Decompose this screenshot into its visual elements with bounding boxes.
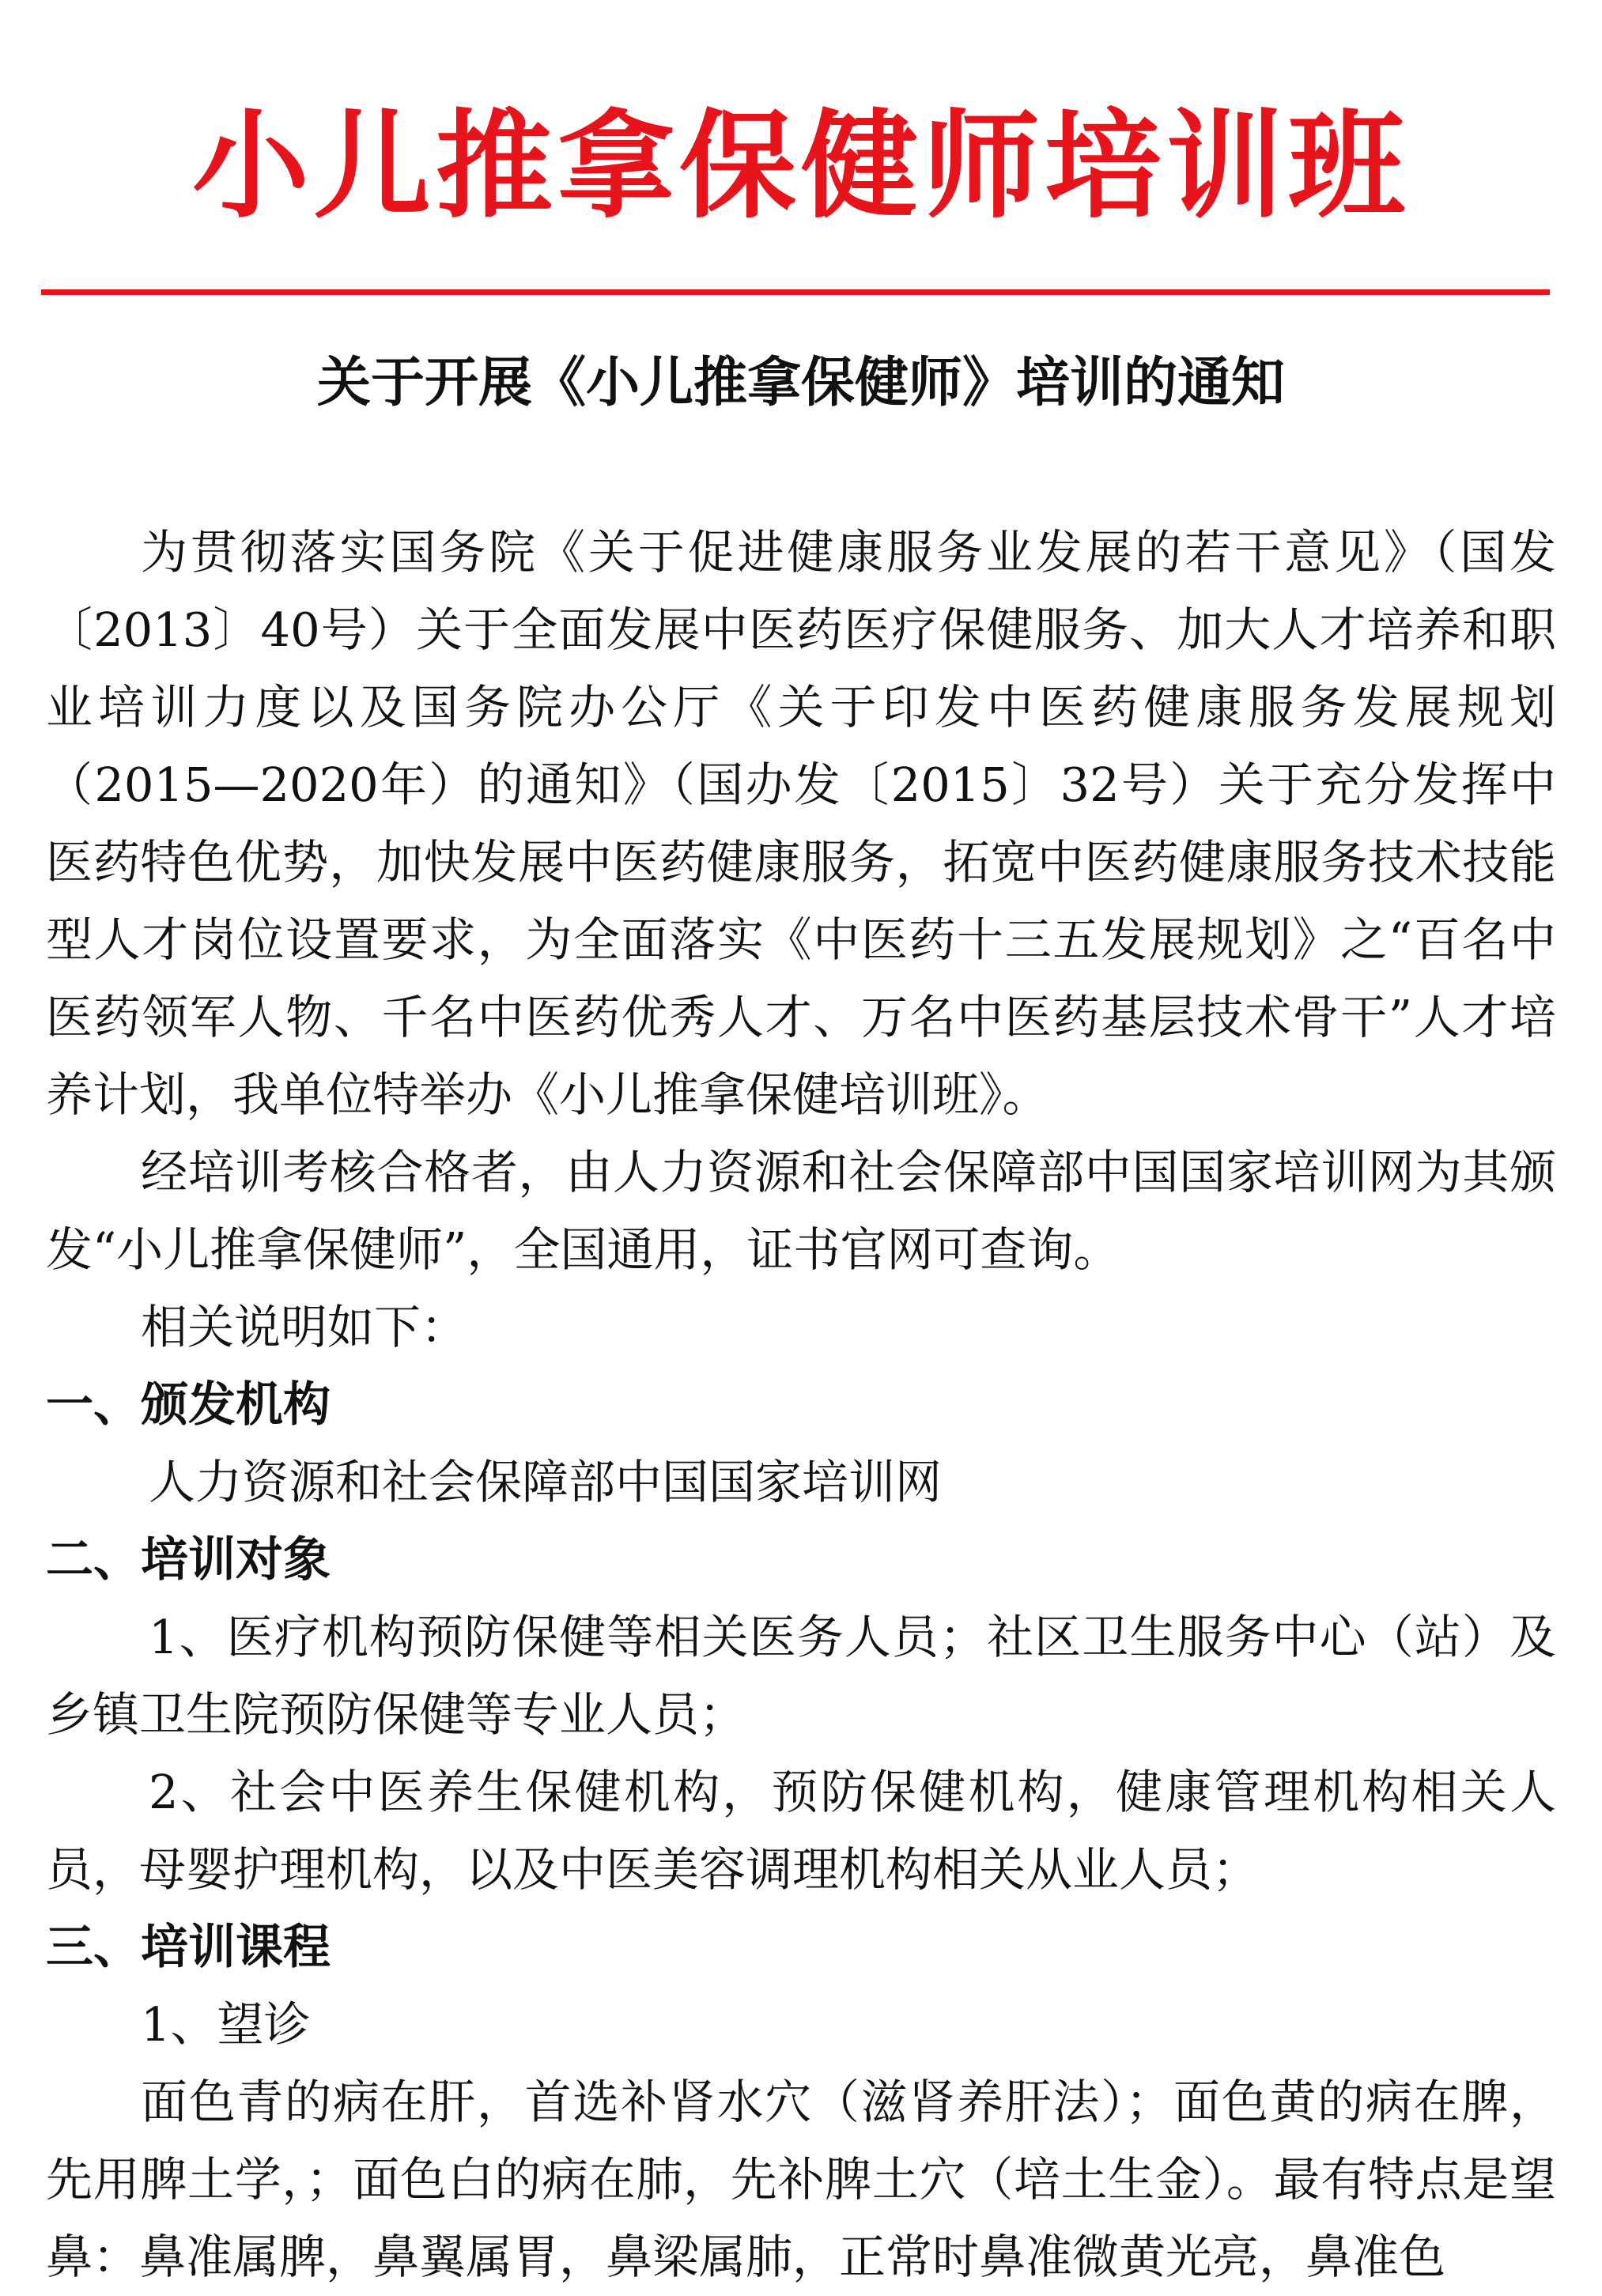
- document-body: [46, 514, 1556, 2296]
- certificate-paragraph: 经培训考核合格者，由人力资源和社会保障部中国国家培训网为其颁发“小儿推拿保健师”，全国通用，证书官网可查询。: [46, 1145, 1556, 1277]
- notes-intro: 相关说明如下：: [141, 1300, 468, 1354]
- red-divider-line: [41, 289, 1550, 295]
- course-item-1: 1、望诊: [141, 1997, 311, 2052]
- course-description: 面色青的病在肝，首选补肾水穴（滋肾养肝法）；面色黄的病在脾，先用脾土学，；面色白的病在肺，先补脾土穴（培土生金）。最有特点是望鼻：鼻准属脾，鼻翼属胃，鼻梁属肺，正常时鼻准微黄光亮，鼻准色: [46, 2075, 1556, 2284]
- notice-title: 关于开展《小儿推拿保健师》培训的通知: [316, 352, 1285, 414]
- audience-item-1: 1、医疗机构预防保健等相关医务人员；社区卫生服务中心（站）及乡镇卫生院预防保健等专业人员；: [46, 1610, 1556, 1742]
- section-heading-courses: 三、培训课程: [46, 1920, 331, 1975]
- banner-title: 小儿推拿保健师培训班: [192, 98, 1410, 234]
- audience-item-2: 2、社会中医养生保健机构，预防保健机构，健康管理机构相关人员，母婴护理机构，以及中医美容调理机构相关从业人员；: [46, 1765, 1556, 1897]
- section-heading-audience: 二、培训对象: [46, 1532, 331, 1588]
- intro-paragraph: 为贯彻落实国务院《关于促进健康服务业发展的若干意见》（国发〔2013〕40号）关于全面发展中医药医疗保健服务、加大人才培养和职业培训力度以及国务院办公厅《关于印发中医药健康服务发展规划（2015—2020年）的通知》（国办发〔2015〕32号）关于充分发挥中医药特色优势，加快发展中医药健康服务，拓宽中医药健康服务技术技能型人才岗位设置要求，为全面落实《中医药十三五发展规划》之“百名中医药领军人物、千名中医药优秀人才、万名中医药基层技术骨干”人才培养计划，我单位特举办《小儿推拿保健培训班》。: [46, 525, 1556, 1122]
- section-heading-issuer: 一、颁发机构: [46, 1377, 331, 1433]
- issuer-name: 人力资源和社会保障部中国国家培训网: [149, 1455, 943, 1509]
